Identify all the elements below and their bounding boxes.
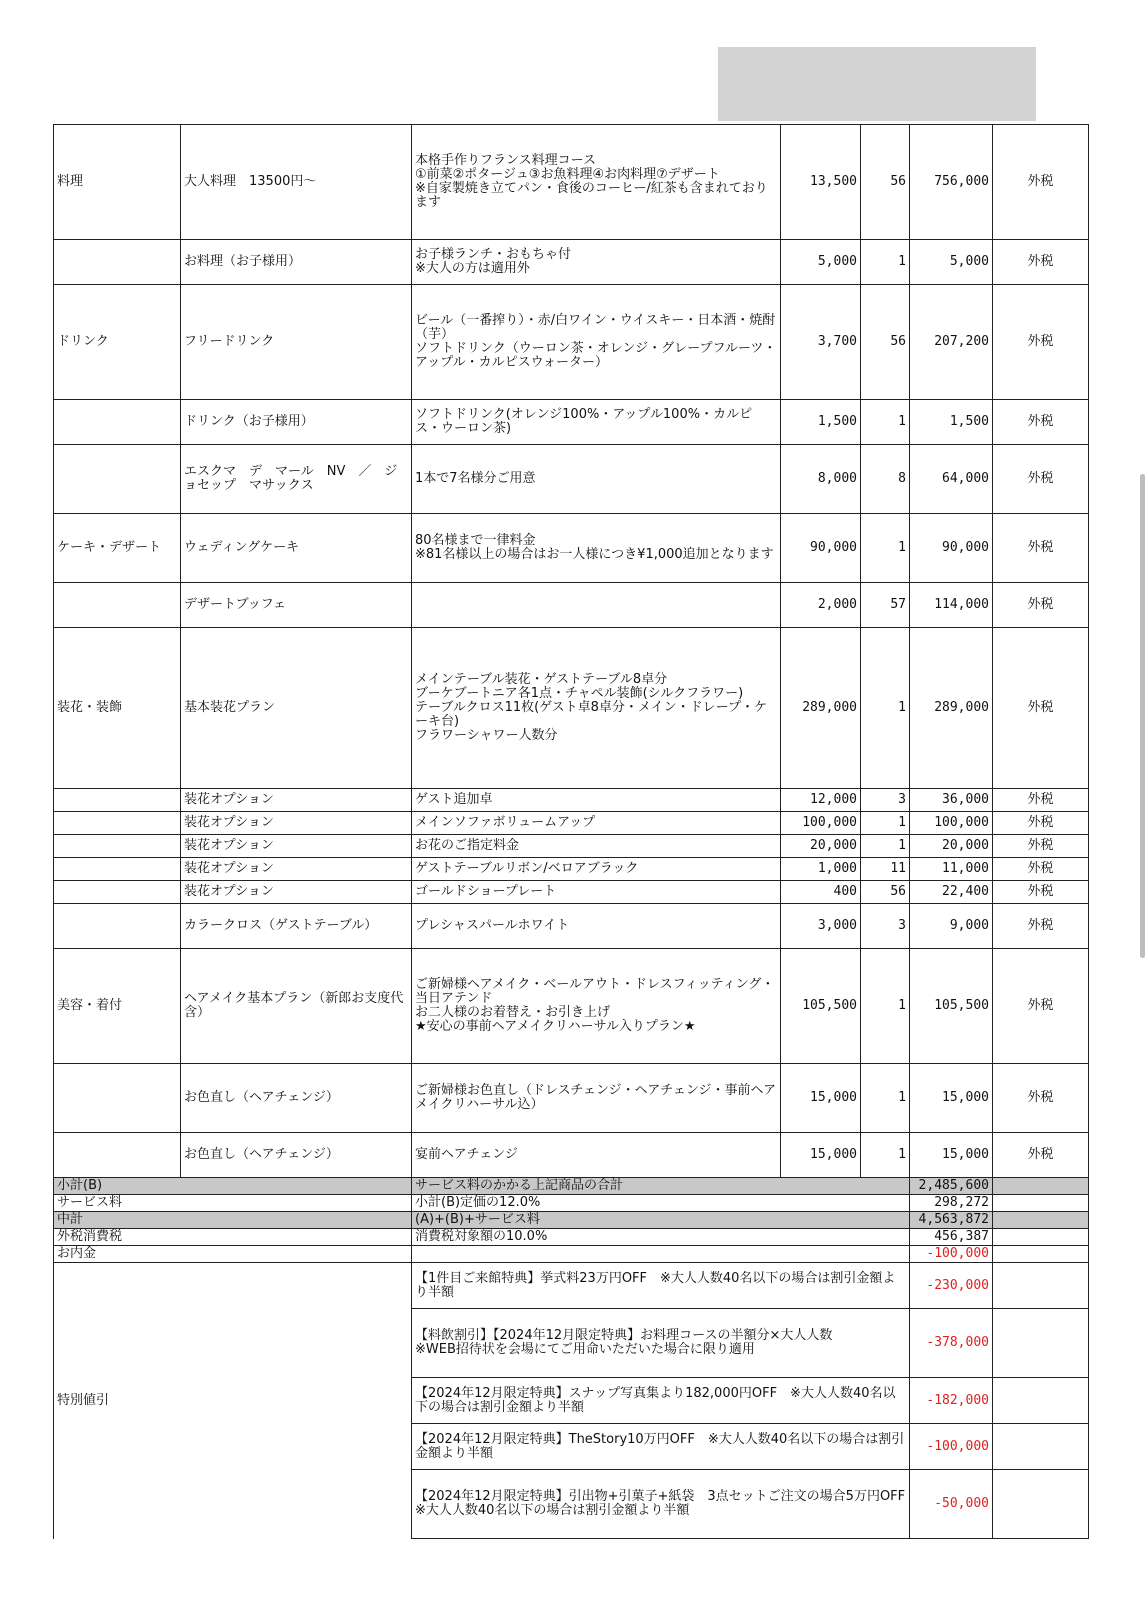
price-cell: 105,500 [781,949,861,1064]
price-cell: 5,000 [781,240,861,285]
tax-cell: 外税 [993,858,1089,881]
redacted-area [718,47,1036,121]
discount-empty [993,1470,1089,1539]
qty-cell: 56 [861,881,910,904]
amount-cell: 22,400 [910,881,993,904]
tax-cell: 外税 [993,628,1089,789]
tax-cell: 外税 [993,881,1089,904]
price-cell: 2,000 [781,583,861,628]
price-cell: 20,000 [781,835,861,858]
tax-cell: 外税 [993,1064,1089,1133]
amount-cell: 5,000 [910,240,993,285]
discount-empty [993,1309,1089,1378]
desc-cell: ビール（一番搾り）・赤/白ワイン・ウイスキー・日本酒・焼酎（芋） ソフトドリンク（ウーロン茶・オレンジ・グレープフルーツ・アップル・カルピスウォーター） [412,285,781,400]
summary-amount: 2,485,600 [910,1178,993,1195]
table-row [54,445,1089,514]
category-cell [54,583,181,628]
discount-desc: 【料飲割引】【2024年12月限定特典】お料理コースの半額分×大人人数 ※WEB招待状を会場にてご用命いただいた場合に限り適用 [412,1309,910,1378]
category-cell [54,835,181,858]
table-row [54,285,1089,400]
price-cell: 15,000 [781,1133,861,1178]
discount-amount: -378,000 [910,1309,993,1378]
desc-cell: ゲスト追加卓 [412,789,781,812]
desc-cell: メインテーブル装花・ゲストテーブル8卓分 ブーケブートニア各1点・チャペル装飾(シルクフラワー) テーブルクロス11枚(ゲスト卓8卓分・メイン・ドレープ・ケーキ台) フラワーシャワー人数分 [412,628,781,789]
summary-label: 中計 [54,1212,412,1229]
desc-cell: 宴前ヘアチェンジ [412,1133,781,1178]
summary-desc [412,1246,910,1263]
tax-cell: 外税 [993,583,1089,628]
estimate-table [53,124,1089,1539]
item-cell: デザートブッフェ [181,583,412,628]
qty-cell: 3 [861,904,910,949]
qty-cell: 56 [861,285,910,400]
item-cell: エスクマ デ マール NV ／ ジョセップ マサックス [181,445,412,514]
qty-cell: 1 [861,812,910,835]
item-cell: 基本装花プラン [181,628,412,789]
item-cell: 装花オプション [181,858,412,881]
price-cell: 3,000 [781,904,861,949]
table-row [54,881,1089,904]
summary-desc: サービス料のかかる上記商品の合計 [412,1178,910,1195]
table-row [54,514,1089,583]
amount-cell: 100,000 [910,812,993,835]
discount-empty [993,1263,1089,1309]
item-cell: ヘアメイク基本プラン（新郎お支度代含） [181,949,412,1064]
item-cell: 大人料理 13500円～ [181,125,412,240]
summary-amount: 4,563,872 [910,1212,993,1229]
tax-cell: 外税 [993,400,1089,445]
tax-cell: 外税 [993,240,1089,285]
category-cell [54,445,181,514]
discount-amount: -230,000 [910,1263,993,1309]
discount-desc: 【2024年12月限定特典】スナップ写真集より182,000円OFF ※大人人数40名以下の場合は割引金額より半額 [412,1378,910,1424]
price-cell: 1,000 [781,858,861,881]
item-cell: 装花オプション [181,835,412,858]
tax-cell: 外税 [993,514,1089,583]
amount-cell: 11,000 [910,858,993,881]
table-row [54,125,1089,240]
category-cell [54,1133,181,1178]
desc-cell: ソフトドリンク(オレンジ100%・アップル100%・カルピス・ウーロン茶) [412,400,781,445]
price-cell: 400 [781,881,861,904]
item-cell: お色直し（ヘアチェンジ） [181,1133,412,1178]
amount-cell: 15,000 [910,1133,993,1178]
scrollbar[interactable] [1140,474,1145,958]
qty-cell: 8 [861,445,910,514]
summary-empty [993,1178,1089,1195]
table-row [54,400,1089,445]
price-cell: 8,000 [781,445,861,514]
summary-row-service [54,1195,1089,1212]
discount-amount: -50,000 [910,1470,993,1539]
qty-cell: 1 [861,240,910,285]
discount-empty [993,1424,1089,1470]
qty-cell: 1 [861,400,910,445]
qty-cell: 56 [861,125,910,240]
category-cell [54,400,181,445]
desc-cell: 80名様まで一律料金 ※81名様以上の場合はお一人様につき¥1,000追加となります [412,514,781,583]
category-cell: 美容・着付 [54,949,181,1064]
tax-cell: 外税 [993,789,1089,812]
summary-desc: 小計(B)定価の12.0% [412,1195,910,1212]
summary-empty [993,1246,1089,1263]
price-cell: 3,700 [781,285,861,400]
discount-amount: -182,000 [910,1378,993,1424]
table-row [54,835,1089,858]
tax-cell: 外税 [993,445,1089,514]
summary-desc: (A)+(B)+サービス料 [412,1212,910,1229]
amount-cell: 90,000 [910,514,993,583]
amount-cell: 64,000 [910,445,993,514]
price-cell: 13,500 [781,125,861,240]
qty-cell: 3 [861,789,910,812]
category-cell [54,881,181,904]
table-row [54,628,1089,789]
category-cell: ドリンク [54,285,181,400]
desc-cell: プレシャスパールホワイト [412,904,781,949]
category-cell [54,904,181,949]
category-cell [54,858,181,881]
desc-cell [412,583,781,628]
tax-cell: 外税 [993,125,1089,240]
item-cell: 装花オプション [181,812,412,835]
summary-row-midtotal [54,1212,1089,1229]
qty-cell: 1 [861,949,910,1064]
table-row [54,904,1089,949]
summary-row-tax [54,1229,1089,1246]
price-cell: 100,000 [781,812,861,835]
discount-desc: 【2024年12月限定特典】引出物+引菓子+紙袋 3点セットご注文の場合5万円OFF ※大人人数40名以下の場合は割引金額より半額 [412,1470,910,1539]
qty-cell: 1 [861,835,910,858]
qty-cell: 1 [861,1133,910,1178]
summary-label: 小計(B) [54,1178,412,1195]
qty-cell: 1 [861,514,910,583]
amount-cell: 20,000 [910,835,993,858]
summary-label: お内金 [54,1246,412,1263]
tax-cell: 外税 [993,285,1089,400]
summary-amount: -100,000 [910,1246,993,1263]
price-cell: 15,000 [781,1064,861,1133]
amount-cell: 289,000 [910,628,993,789]
desc-cell: メインソファボリュームアップ [412,812,781,835]
table-row [54,1064,1089,1133]
desc-cell: ご新婦様お色直し（ドレスチェンジ・ヘアチェンジ・事前ヘアメイクリハーサル込） [412,1064,781,1133]
desc-cell: お子様ランチ・おもちゃ付 ※大人の方は適用外 [412,240,781,285]
item-cell: ウェディングケーキ [181,514,412,583]
amount-cell: 1,500 [910,400,993,445]
summary-label: 外税消費税 [54,1229,412,1246]
tax-cell: 外税 [993,812,1089,835]
amount-cell: 105,500 [910,949,993,1064]
discount-desc: 【1件目ご来館特典】挙式料23万円OFF ※大人人数40名以下の場合は割引金額より半額 [412,1263,910,1309]
summary-empty [993,1195,1089,1212]
item-cell: ドリンク（お子様用） [181,400,412,445]
table-row [54,858,1089,881]
summary-row-subtotal [54,1178,1089,1195]
discount-amount: -100,000 [910,1424,993,1470]
desc-cell: 本格手作りフランス料理コース ①前菜②ポタージュ③お魚料理④お肉料理⑦デザート ※自家製焼き立てパン・食後のコーヒー/紅茶も含まれております [412,125,781,240]
qty-cell: 57 [861,583,910,628]
item-cell: カラークロス（ゲストテーブル） [181,904,412,949]
desc-cell: お花のご指定料金 [412,835,781,858]
discount-row [54,1263,1089,1309]
table-row [54,583,1089,628]
qty-cell: 11 [861,858,910,881]
tax-cell: 外税 [993,904,1089,949]
discount-desc: 【2024年12月限定特典】TheStory10万円OFF ※大人人数40名以下の場合は割引金額より半額 [412,1424,910,1470]
table-row [54,812,1089,835]
tax-cell: 外税 [993,1133,1089,1178]
category-cell [54,789,181,812]
price-cell: 289,000 [781,628,861,789]
qty-cell: 1 [861,1064,910,1133]
amount-cell: 114,000 [910,583,993,628]
category-cell: ケーキ・デザート [54,514,181,583]
category-cell [54,1064,181,1133]
desc-cell: ゴールドショープレート [412,881,781,904]
summary-row-deposit [54,1246,1089,1263]
category-cell: 装花・装飾 [54,628,181,789]
summary-amount: 298,272 [910,1195,993,1212]
item-cell: 装花オプション [181,881,412,904]
summary-desc: 消費税対象額の10.0% [412,1229,910,1246]
tax-cell: 外税 [993,835,1089,858]
discount-empty [993,1378,1089,1424]
desc-cell: 1本で7名様分ご用意 [412,445,781,514]
discount-label: 特別値引 [54,1263,412,1539]
table-row [54,949,1089,1064]
amount-cell: 9,000 [910,904,993,949]
desc-cell: ゲストテーブルリボン/ベロアブラック [412,858,781,881]
tax-cell: 外税 [993,949,1089,1064]
category-cell: 料理 [54,125,181,240]
category-cell [54,812,181,835]
amount-cell: 756,000 [910,125,993,240]
amount-cell: 36,000 [910,789,993,812]
amount-cell: 207,200 [910,285,993,400]
table-row [54,789,1089,812]
item-cell: お料理（お子様用） [181,240,412,285]
table-row [54,1133,1089,1178]
qty-cell: 1 [861,628,910,789]
summary-amount: 456,387 [910,1229,993,1246]
table-row [54,240,1089,285]
summary-empty [993,1212,1089,1229]
category-cell [54,240,181,285]
item-cell: 装花オプション [181,789,412,812]
price-cell: 1,500 [781,400,861,445]
item-cell: フリードリンク [181,285,412,400]
summary-label: サービス料 [54,1195,412,1212]
price-cell: 90,000 [781,514,861,583]
amount-cell: 15,000 [910,1064,993,1133]
summary-empty [993,1229,1089,1246]
price-cell: 12,000 [781,789,861,812]
item-cell: お色直し（ヘアチェンジ） [181,1064,412,1133]
desc-cell: ご新婦様ヘアメイク・ベールアウト・ドレスフィッティング・当日アテンド お二人様のお着替え・お引き上げ ★安心の事前ヘアメイクリハーサル入りプラン★ [412,949,781,1064]
